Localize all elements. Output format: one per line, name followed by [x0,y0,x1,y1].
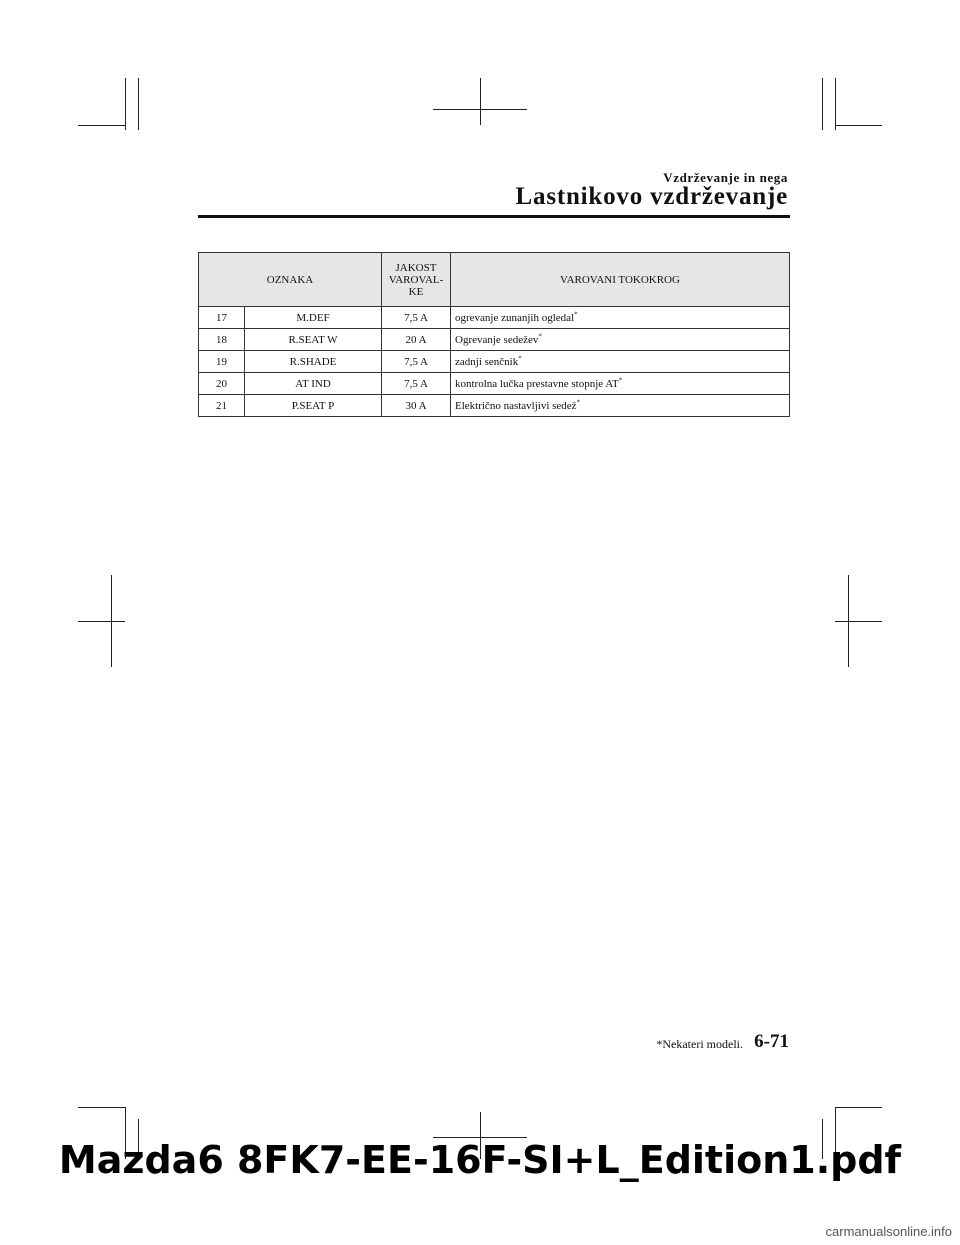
section-subtitle: Vzdrževanje in nega [663,170,788,185]
footnote-mark: * [618,375,623,384]
table-row [199,395,790,417]
header-rule [198,215,790,218]
page-number: 6-71 [754,1031,789,1052]
fuse-amperage: 7,5 A [382,373,451,395]
table-row [199,373,790,395]
footnote-mark: * [538,331,542,340]
footnote-mark: * [576,397,581,406]
fuse-amperage: 30 A [382,395,451,417]
table-header-row [199,253,790,307]
fuse-circuit: Ogrevanje sedežev* [451,329,790,351]
table-row [199,351,790,373]
header-label: OZNAKA [199,253,382,307]
fuse-number: 20 [199,373,245,395]
fuse-number: 19 [199,351,245,373]
fuse-circuit: zadnji senčnik* [451,351,790,373]
fuse-label: AT IND [245,373,382,395]
table-row [199,307,790,329]
fuse-table [198,252,790,417]
page-title: Lastnikovo vzdrževanje [515,183,788,210]
fuse-circuit: ogrevanje zunanjih ogledal* [451,307,790,329]
fuse-label: R.SEAT W [245,329,382,351]
header-amperage: JAKOST VAROVAL- KE [382,253,451,307]
footnote: *Nekateri modeli. [656,1037,743,1051]
fuse-amperage: 7,5 A [382,307,451,329]
fuse-label: P.SEAT P [245,395,382,417]
fuse-circuit: Električno nastavljivi sedež* [451,395,790,417]
fuse-number: 17 [199,307,245,329]
fuse-label: M.DEF [245,307,382,329]
fuse-circuit: kontrolna lučka prestavne stopnje AT* [451,373,790,395]
header-circuit: VAROVANI TOKOKROG [451,253,790,307]
footnote-mark: * [518,353,522,362]
fuse-amperage: 7,5 A [382,351,451,373]
fuse-number: 18 [199,329,245,351]
footer-filename: Mazda6 8FK7-EE-16F-SI+L_Edition1.pdf [58,1138,902,1182]
fuse-number: 21 [199,395,245,417]
table-row [199,329,790,351]
footnote-mark: * [574,309,578,318]
fuse-amperage: 20 A [382,329,451,351]
watermark: carmanualsonline.info [825,1224,952,1239]
fuse-label: R.SHADE [245,351,382,373]
